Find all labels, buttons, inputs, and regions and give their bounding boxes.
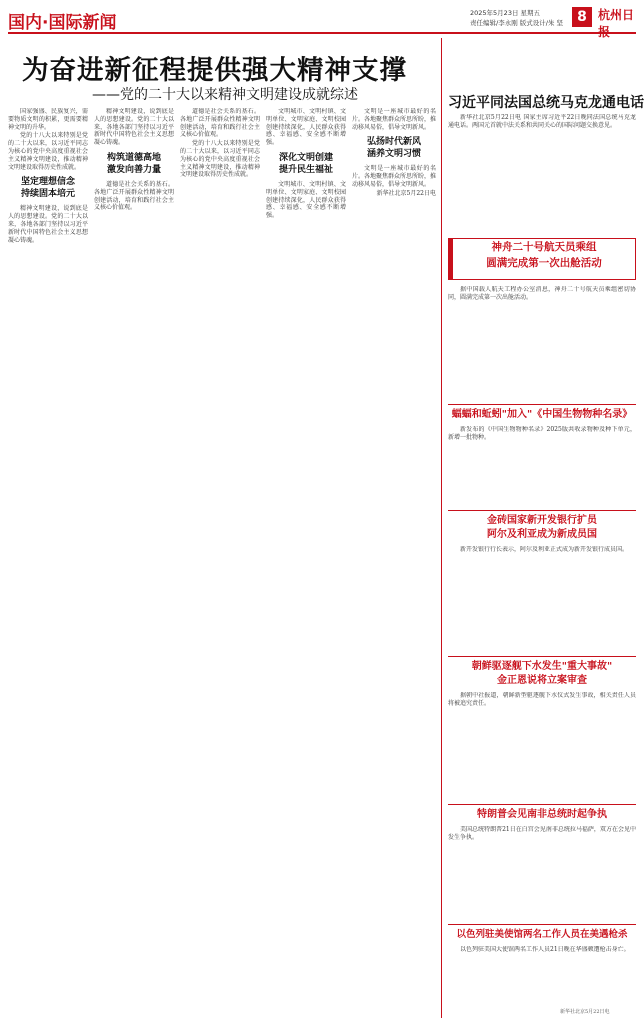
lead-paragraph: 精神文明建设，说到底是人的思想建设。党的二十大以来，各地各部门坚持以习近平新时代中国特色社会主义思想凝心铸魂。	[94, 108, 174, 147]
right-brief-4	[448, 546, 636, 650]
right-head-3: 蝠蝠和蚯蚓"加入"《中国生物物种名录》	[451, 409, 633, 420]
right-head-4: 金砖国家新开发银行扩员 阿尔及利亚成为新成员国	[487, 515, 597, 540]
brief-text: 新发布的《中国生物物种名录》2025版共收录物种及种下单元，新增一批物种。	[448, 426, 636, 441]
right-brief-5	[448, 692, 636, 798]
lead-paragraph: 党的十八大以来特别是党的二十大以来，以习近平同志为核心的党中央高度重视社会主义精神文明建设，推动精神文明建设取得历史性成就。	[8, 132, 88, 171]
brief-text: 新华社北京5月22日电 国家主席习近平22日晚同法国总统马克龙通电话。两国元首就中法关系和共同关心的国际问题交换意见。	[448, 114, 636, 129]
right-head-6: 特朗普会见南非总统时起争执	[477, 809, 607, 820]
issue-date: 2025年5月23日 星期五	[470, 9, 541, 17]
lead-paragraph: 文明城市、文明村镇、文明单位、文明家庭、文明校园创建持续深化，人民群众获得感、幸福感、安全感不断增强。	[266, 108, 346, 147]
editor-credits: 责任编辑/李永刚 版式设计/朱 坚	[470, 19, 564, 27]
lead-paragraph: 党的十八大以来特别是党的二十大以来，以习近平同志为核心的党中央高度重视社会主义精神文明建设，推动精神文明建设取得历史性成就。	[180, 140, 260, 179]
lead-column-4	[266, 108, 346, 1013]
lead-column-5	[352, 108, 436, 1013]
lead-paragraph: 道德是社会关系的基石。各地广泛开展群众性精神文明创建活动，培育和践行社会主义核心价值观。	[180, 108, 260, 139]
separator	[448, 924, 636, 925]
lead-paragraph: 文明城市、文明村镇、文明单位、文明家庭、文明校园创建持续深化，人民群众获得感、幸福感、安全感不断增强。	[266, 180, 346, 220]
lead-byline: 新华社北京5月22日电	[376, 189, 436, 197]
right-byline: 新华社北京5月22日电	[560, 1009, 610, 1015]
lead-paragraph: 国家强盛、民族复兴，需要物质文明的积累，更需要精神文明的升华。	[8, 108, 88, 131]
lead-column-3	[180, 108, 260, 1013]
lead-subhead: 坚定理想信念 持续固本培元	[20, 177, 75, 200]
brief-text: 据朝中社报道，朝鲜新型驱逐舰下水仪式发生事故，相关责任人员将被追究责任。	[448, 692, 636, 707]
right-head-5: 朝鲜驱逐舰下水发生"重大事故" 金正恩说将立案审查	[471, 661, 613, 686]
right-brief-3	[448, 426, 636, 504]
paper-name: 杭州日报	[598, 8, 635, 39]
right-brief-1	[448, 114, 636, 232]
highlight-box	[448, 238, 636, 280]
lead-paragraph: 文明是一座城市最好的名片。各地聚焦群众所思所盼，推动移风易俗，倡导文明新风。	[352, 108, 436, 131]
lead-column-2	[94, 108, 174, 1013]
right-headline: 习近平同法国总统马克龙通电话	[448, 95, 644, 111]
lead-subhead: 弘扬时代新风 涵养文明习惯	[366, 137, 421, 160]
page-number: 8	[572, 7, 592, 27]
lead-headline: 为奋进新征程提供强大精神支撑	[22, 55, 407, 86]
lead-paragraph: 道德是社会关系的基石。各地广泛开展群众性精神文明创建活动，培育和践行社会主义核心价值观。	[94, 180, 174, 212]
highlight-line-2: 圆满完成第一次出舱活动	[486, 257, 602, 269]
brief-text: 据中国载人航天工程办公室消息，神舟二十号航天员乘组密切协同，圆满完成第一次出舱活动。	[448, 286, 636, 301]
lead-subhead: 构筑道德高地 激发向善力量	[106, 152, 161, 175]
separator	[448, 656, 636, 657]
column-divider	[441, 38, 442, 1018]
separator	[448, 804, 636, 805]
lead-subheadline: ——党的二十大以来精神文明建设成就综述	[92, 87, 358, 103]
lead-paragraph: 精神文明建设，说到底是人的思想建设。党的二十大以来，各地各部门坚持以习近平新时代中国特色社会主义思想凝心铸魂。	[8, 205, 88, 244]
masthead	[8, 6, 636, 39]
right-brief-6	[448, 826, 636, 920]
brief-text: 美国总统特朗普21日在白宫会见南非总统拉马福萨，双方在会见中发生争执。	[448, 826, 636, 841]
section-title: 国内·国际新闻	[8, 13, 117, 33]
brief-text: 新开发银行行长表示，阿尔及利亚正式成为新开发银行成员国。	[460, 546, 629, 553]
right-head-7: 以色列驻美使馆两名工作人员在美遇枪杀	[456, 929, 628, 940]
brief-text: 以色列驻美国大使馆两名工作人员21日晚在华盛顿遭枪击身亡。	[460, 946, 630, 953]
separator	[448, 404, 636, 405]
right-brief-7	[448, 946, 636, 1006]
date-block	[470, 8, 563, 28]
separator	[448, 510, 636, 511]
right-brief-2	[448, 286, 636, 398]
lead-paragraph: 文明是一座城市最好的名片。各地聚焦群众所思所盼，推动移风易俗，倡导文明新风。	[352, 165, 436, 188]
highlight-line-1: 神舟二十号航天员乘组	[491, 241, 597, 253]
lead-subhead: 深化文明创建 提升民生福祉	[278, 152, 333, 175]
lead-column-1	[8, 108, 88, 1013]
